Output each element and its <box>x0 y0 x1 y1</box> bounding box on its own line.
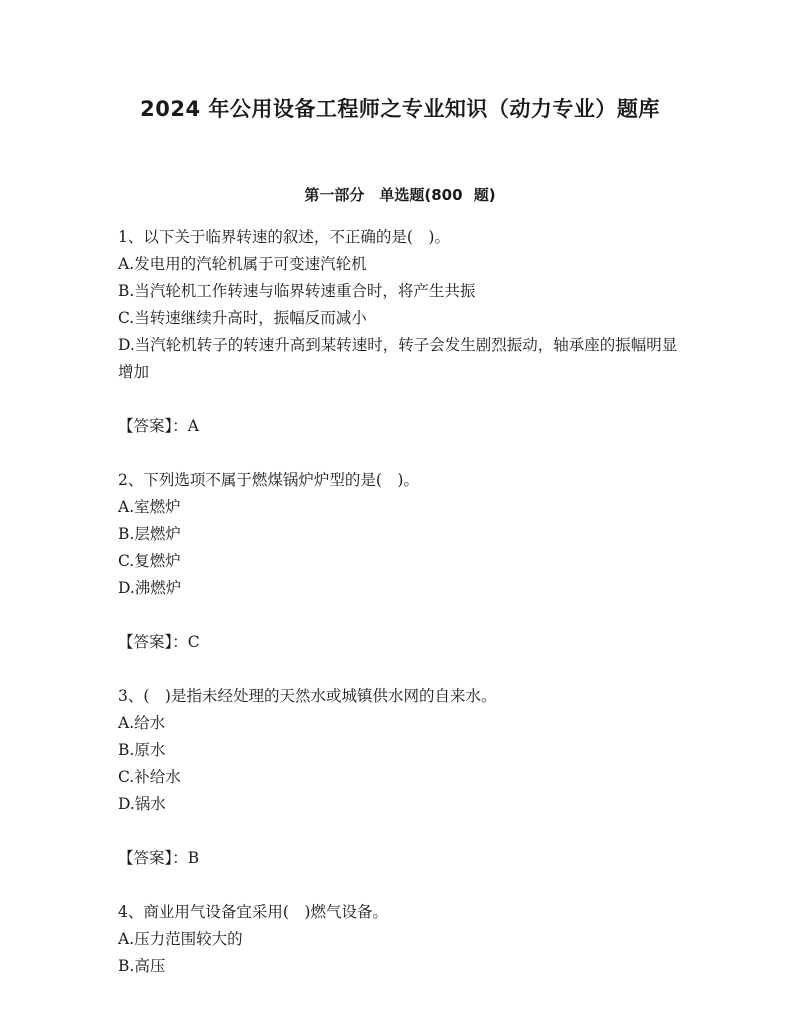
section-title: 第一部分 单选题(800 题) <box>304 186 496 204</box>
question-stem: 2、下列选项不属于燃煤锅炉炉型的是( )。 <box>118 471 419 489</box>
option-c: C.复燃炉 <box>118 552 181 570</box>
option-b: B.高压 <box>118 957 166 975</box>
question-2 <box>118 467 680 656</box>
question-1 <box>118 224 680 440</box>
answer-line: 【答案】：B <box>118 849 200 867</box>
question-stem: 1、以下关于临界转速的叙述，不正确的是( )。 <box>118 228 450 246</box>
option-d: D.当汽轮机转子的转速升高到某转速时，转子会发生剧烈振动，轴承座的振幅明显增加 <box>118 336 678 381</box>
option-a: A.给水 <box>118 714 166 732</box>
question-stem: 3、( )是指未经处理的天然水或城镇供水网的自来水。 <box>118 687 497 705</box>
option-c: C.当转速继续升高时，振幅反而减小 <box>118 309 367 327</box>
document-title: 2024 年公用设备工程师之专业知识（动力专业）题库 <box>140 97 660 121</box>
question-stem: 4、商业用气设备宜采用( )燃气设备。 <box>118 903 388 921</box>
option-a: A.室燃炉 <box>118 498 181 516</box>
question-4 <box>118 899 680 980</box>
question-3 <box>118 683 680 872</box>
option-a: A.压力范围较大的 <box>118 930 243 948</box>
answer-line: 【答案】：A <box>118 417 199 435</box>
option-a: A.发电用的汽轮机属于可变速汽轮机 <box>118 255 367 273</box>
option-b: B.当汽轮机工作转速与临界转速重合时，将产生共振 <box>118 282 476 300</box>
answer-line: 【答案】：C <box>118 633 200 651</box>
option-b: B.层燃炉 <box>118 525 181 543</box>
option-c: C.补给水 <box>118 768 181 786</box>
option-b: B.原水 <box>118 741 166 759</box>
question-list <box>118 224 680 1007</box>
option-d: D.锅水 <box>118 795 166 813</box>
option-d: D.沸燃炉 <box>118 579 182 597</box>
